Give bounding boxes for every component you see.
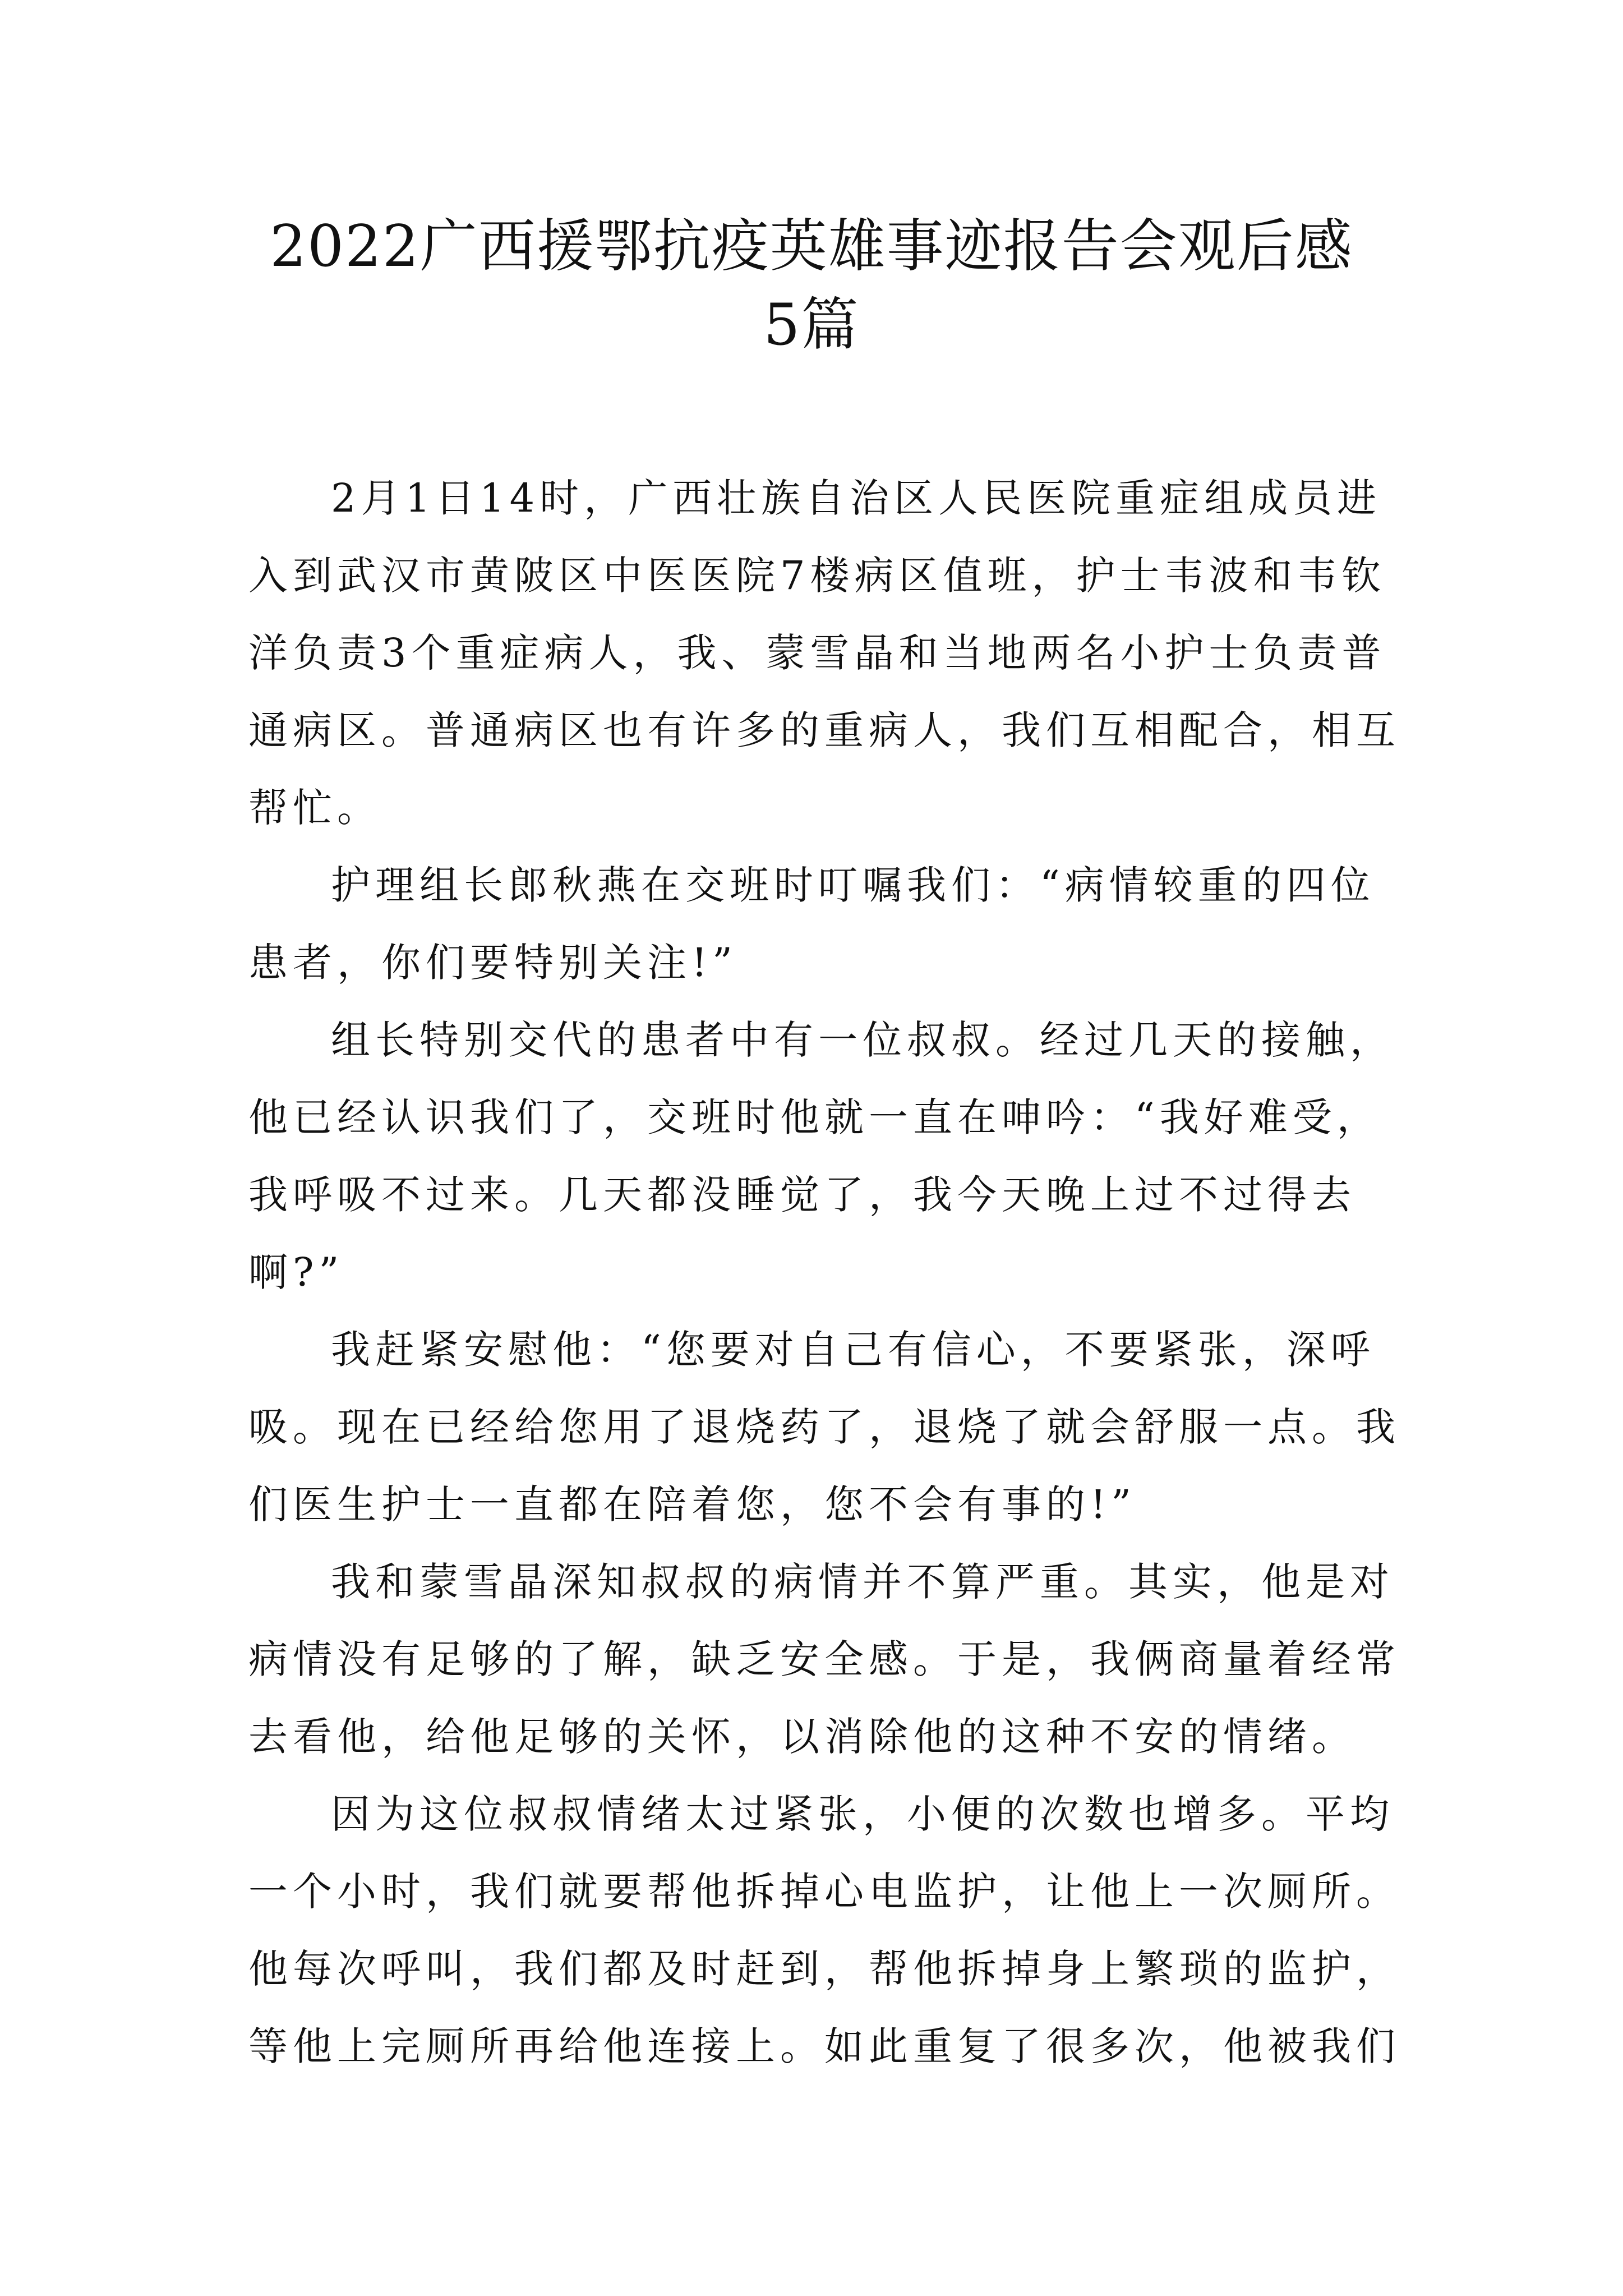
paragraph-line: 洋负责3个重症病人，我、蒙雪晶和当地两名小护士负责普 <box>248 630 1386 676</box>
paragraph-line: 等他上完厕所再给他连接上。如此重复了很多次，他被我们 <box>248 2023 1400 2069</box>
document-title: 2022广西援鄂抗疫英雄事迹报告会观后感 <box>270 213 1353 280</box>
paragraph-line: 我呼吸不过来。几天都没睡觉了，我今天晚上过不过得去 <box>248 1172 1356 1218</box>
paragraph-line: 病情没有足够的了解，缺乏安全感。于是，我俩商量着经常 <box>248 1636 1400 1682</box>
paragraph-line: 啊?” <box>248 1249 344 1295</box>
paragraph-line: 组长特别交代的患者中有一位叔叔。经过几天的接触， <box>331 1017 1394 1063</box>
paragraph-line: 因为这位叔叔情绪太过紧张，小便的次数也增多。平均 <box>331 1791 1394 1837</box>
paragraph-line: 一个小时，我们就要帮他拆掉心电监护，让他上一次厕所。 <box>248 1869 1400 1915</box>
paragraph-line: 我和蒙雪晶深知叔叔的病情并不算严重。其实，他是对 <box>331 1559 1394 1605</box>
document-title-continuation: 5篇 <box>763 292 860 358</box>
paragraph-line: 入到武汉市黄陂区中医医院7楼病区值班，护士韦波和韦钦 <box>248 553 1386 599</box>
paragraph-line: 吸。现在已经给您用了退烧药了，退烧了就会舒服一点。我 <box>248 1404 1400 1450</box>
paragraph-line: 我赶紧安慰他：“您要对自己有信心，不要紧张，深呼 <box>331 1327 1375 1373</box>
paragraph-line: 2月1日14时，广西壮族自治区人民医院重症组成员进 <box>331 475 1382 521</box>
paragraph-line: 患者，你们要特别关注!” <box>248 940 737 986</box>
paragraph-line: 们医生护士一直都在陪着您，您不会有事的!” <box>248 1481 1136 1527</box>
paragraph-line: 通病区。普通病区也有许多的重病人，我们互相配合，相互 <box>248 707 1400 753</box>
paragraph-line: 去看他，给他足够的关怀，以消除他的这种不安的情绪。 <box>248 1714 1356 1760</box>
paragraph-line: 他每次呼叫，我们都及时赶到，帮他拆掉身上繁琐的监护， <box>248 1946 1400 1992</box>
paragraph-line: 护理组长郎秋燕在交班时叮嘱我们：“病情较重的四位 <box>331 862 1375 908</box>
paragraph-line: 他已经认识我们了，交班时他就一直在呻吟：“我好难受， <box>248 1094 1381 1140</box>
paragraph-line: 帮忙。 <box>248 785 381 831</box>
